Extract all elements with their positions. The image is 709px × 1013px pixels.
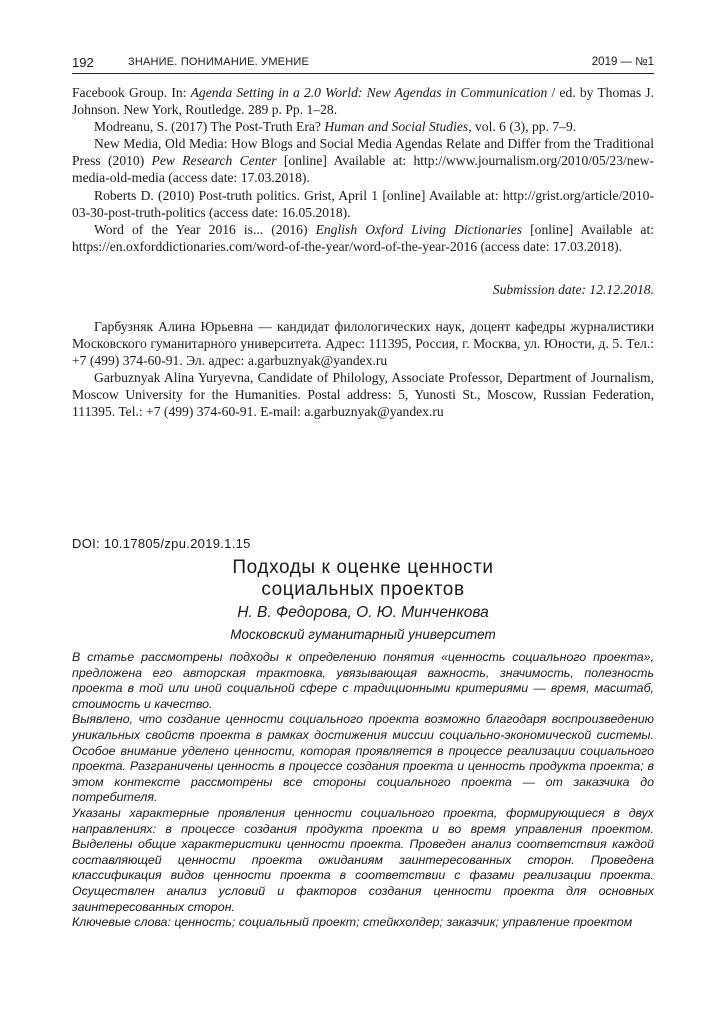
reference-item: Modreanu, S. (2017) The Post-Truth Era? Human and Social Studies, vol. 6 (3), pp. 7–9.	[94, 119, 577, 135]
reference-item: New Media, Old Media: How Blogs and Social Media Agendas Relate and Differ from the Traditional Press (2010) Pew Research Center [online] Available at: http://www.journalism.org/2010/05/23/new-media-old-media (access date: 17.03.2018).	[72, 136, 654, 186]
abstract-paragraph: Выявлено, что создание ценности социального проекта возможно благодаря воспроизведению уникальных свойств проекта в рамках достижения миссии социально-экономической системы. Особое внимание уделено ценности, которая проявляется в процессе реализации социального проекта. Разграничены ценность в процессе создания проекта и ценность продукта проекта; в этом контексте рассмотрены все стороны социального проекта — от заказчика до потребителя.	[72, 712, 654, 805]
article-title	[72, 557, 654, 601]
article-affiliation: Московский гуманитарный университет	[230, 627, 496, 642]
author-info-en: Garbuznyak Alina Yuryevna, Candidate of Philology, Associate Professor, Department of Journalism, Moscow University for the Humanities. Postal address: 5, Yunosti St., Moscow, Russian Federation, 111395. Tel.: +7 (499) 374-60-91. E-mail: a.garbuznyak@yandex.ru	[72, 370, 654, 420]
article-title-line-2: социальных проектов	[261, 579, 465, 600]
page-number: 192	[72, 55, 94, 70]
journal-title: ЗНАНИЕ. ПОНИМАНИЕ. УМЕНИЕ	[128, 56, 310, 68]
author-info	[72, 318, 654, 421]
reference-item: Facebook Group. In: Agenda Setting in a 2.0 World: New Agendas in Communication / ed. by Thomas J. Johnson. New York, Routledge. 289 p. Pp. 1–28.	[72, 85, 654, 118]
abstract-paragraph: Указаны характерные проявления ценности социального проекта, формирующиеся в двух направлениях: в процессе создания продукта проекта и во время управления проектом. Выделены общие характеристики ценности проекта. Проведен анализ соответствия каждой составляющей ценности проекта ожиданиям заинтересованных сторон. Проведена классификация видов ценности проекта в соответствии с фазами реализации проекта. Осуществлен анализ условий и факторов создания ценности проекта для основных заинтересованных сторон.	[72, 805, 654, 914]
article-abstract	[72, 650, 654, 931]
keywords: Ключевые слова: ценность; социальный проект; стейкхолдер; заказчик; управление проектом	[72, 915, 633, 930]
running-header	[72, 55, 654, 74]
article-title-line-1: Подходы к оценке ценности	[232, 557, 494, 578]
reference-item: Word of the Year 2016 is... (2016) English Oxford Living Dictionaries [online] Available at: https://en.oxforddictionaries.com/word-of-the-year/word-of-the-year-2016 (access date: 17.03.2018).	[72, 221, 654, 254]
issue-number: 2019 — №1	[591, 56, 654, 68]
reference-item: Roberts D. (2010) Post-truth politics. Grist, April 1 [online] Available at: http://grist.org/article/2010-03-30-post-truth-politics (access date: 16.05.2018).	[72, 187, 654, 220]
reference-list	[72, 84, 654, 255]
abstract-paragraph: В статье рассмотрены подходы к определению понятия «ценность социального проекта», предложена его авторская трактовка, увязывающая важность, значимость, полезность проекта в той или иной социальной сфере с традиционными критериями — время, масштаб, стоимость и качество.	[72, 650, 654, 711]
article-doi: DOI: 10.17805/zpu.2019.1.15	[72, 536, 251, 551]
author-info-ru: Гарбузняк Алина Юрьевна — кандидат филологических наук, доцент кафедры журналистики Московского гуманитарного университета. Адрес: 111395, Россия, г. Москва, ул. Юности, д. 5. Тел.: +7 (499) 374-60-91. Эл. адрес: a.garbuznyak@yandex.ru	[72, 319, 654, 369]
submission-date: Submission date: 12.12.2018.	[492, 282, 654, 297]
article-authors: Н. В. Федорова, О. Ю. Минченкова	[237, 604, 489, 621]
